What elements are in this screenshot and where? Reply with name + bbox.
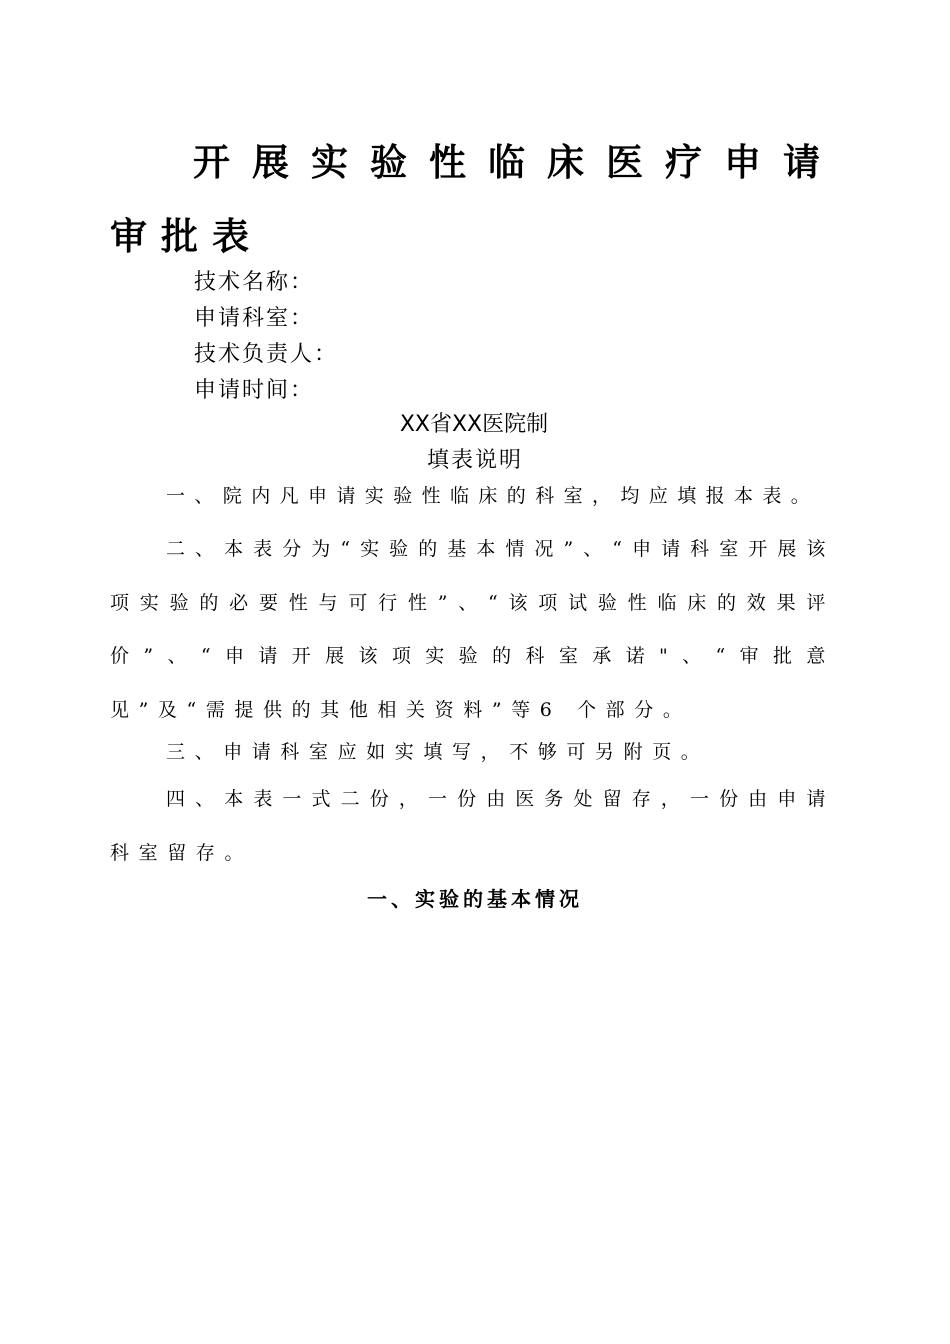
section-heading: 一、实验的基本情况: [367, 887, 583, 911]
field-applying-department: 申请科室：: [194, 306, 315, 331]
instruction-item-1: 一、院内凡申请实验性临床的科室，均应填报本表。: [166, 485, 820, 507]
field-technology-name: 技术名称：: [194, 270, 315, 295]
issuer-line: XX省XX医院制: [399, 412, 549, 437]
field-technology-lead: 技术负责人：: [194, 342, 339, 367]
form-title-line-1: 开展实验性临床医疗申请: [193, 140, 842, 184]
instruction-item-3: 三、申请科室应如实填写，不够可另附页。: [166, 741, 710, 763]
field-application-date: 申请时间：: [194, 378, 315, 403]
instruction-item-4: 四、本表一式二份，一份由医务处留存，一份由申请科室留存。: [110, 788, 835, 864]
instructions-heading: 填表说明: [426, 448, 523, 473]
instruction-item-2: 二、本表分为“实验的基本情况”、“申请科室开展该项实验的必要性与可行性”、“该项试验性临床的效果评价”、“申请开展该项实验的科室承诺"、“审批意见”及“需提供的其他相关资料”等6 个部分。: [110, 538, 835, 721]
form-title-line-2: 审批表: [110, 214, 263, 258]
